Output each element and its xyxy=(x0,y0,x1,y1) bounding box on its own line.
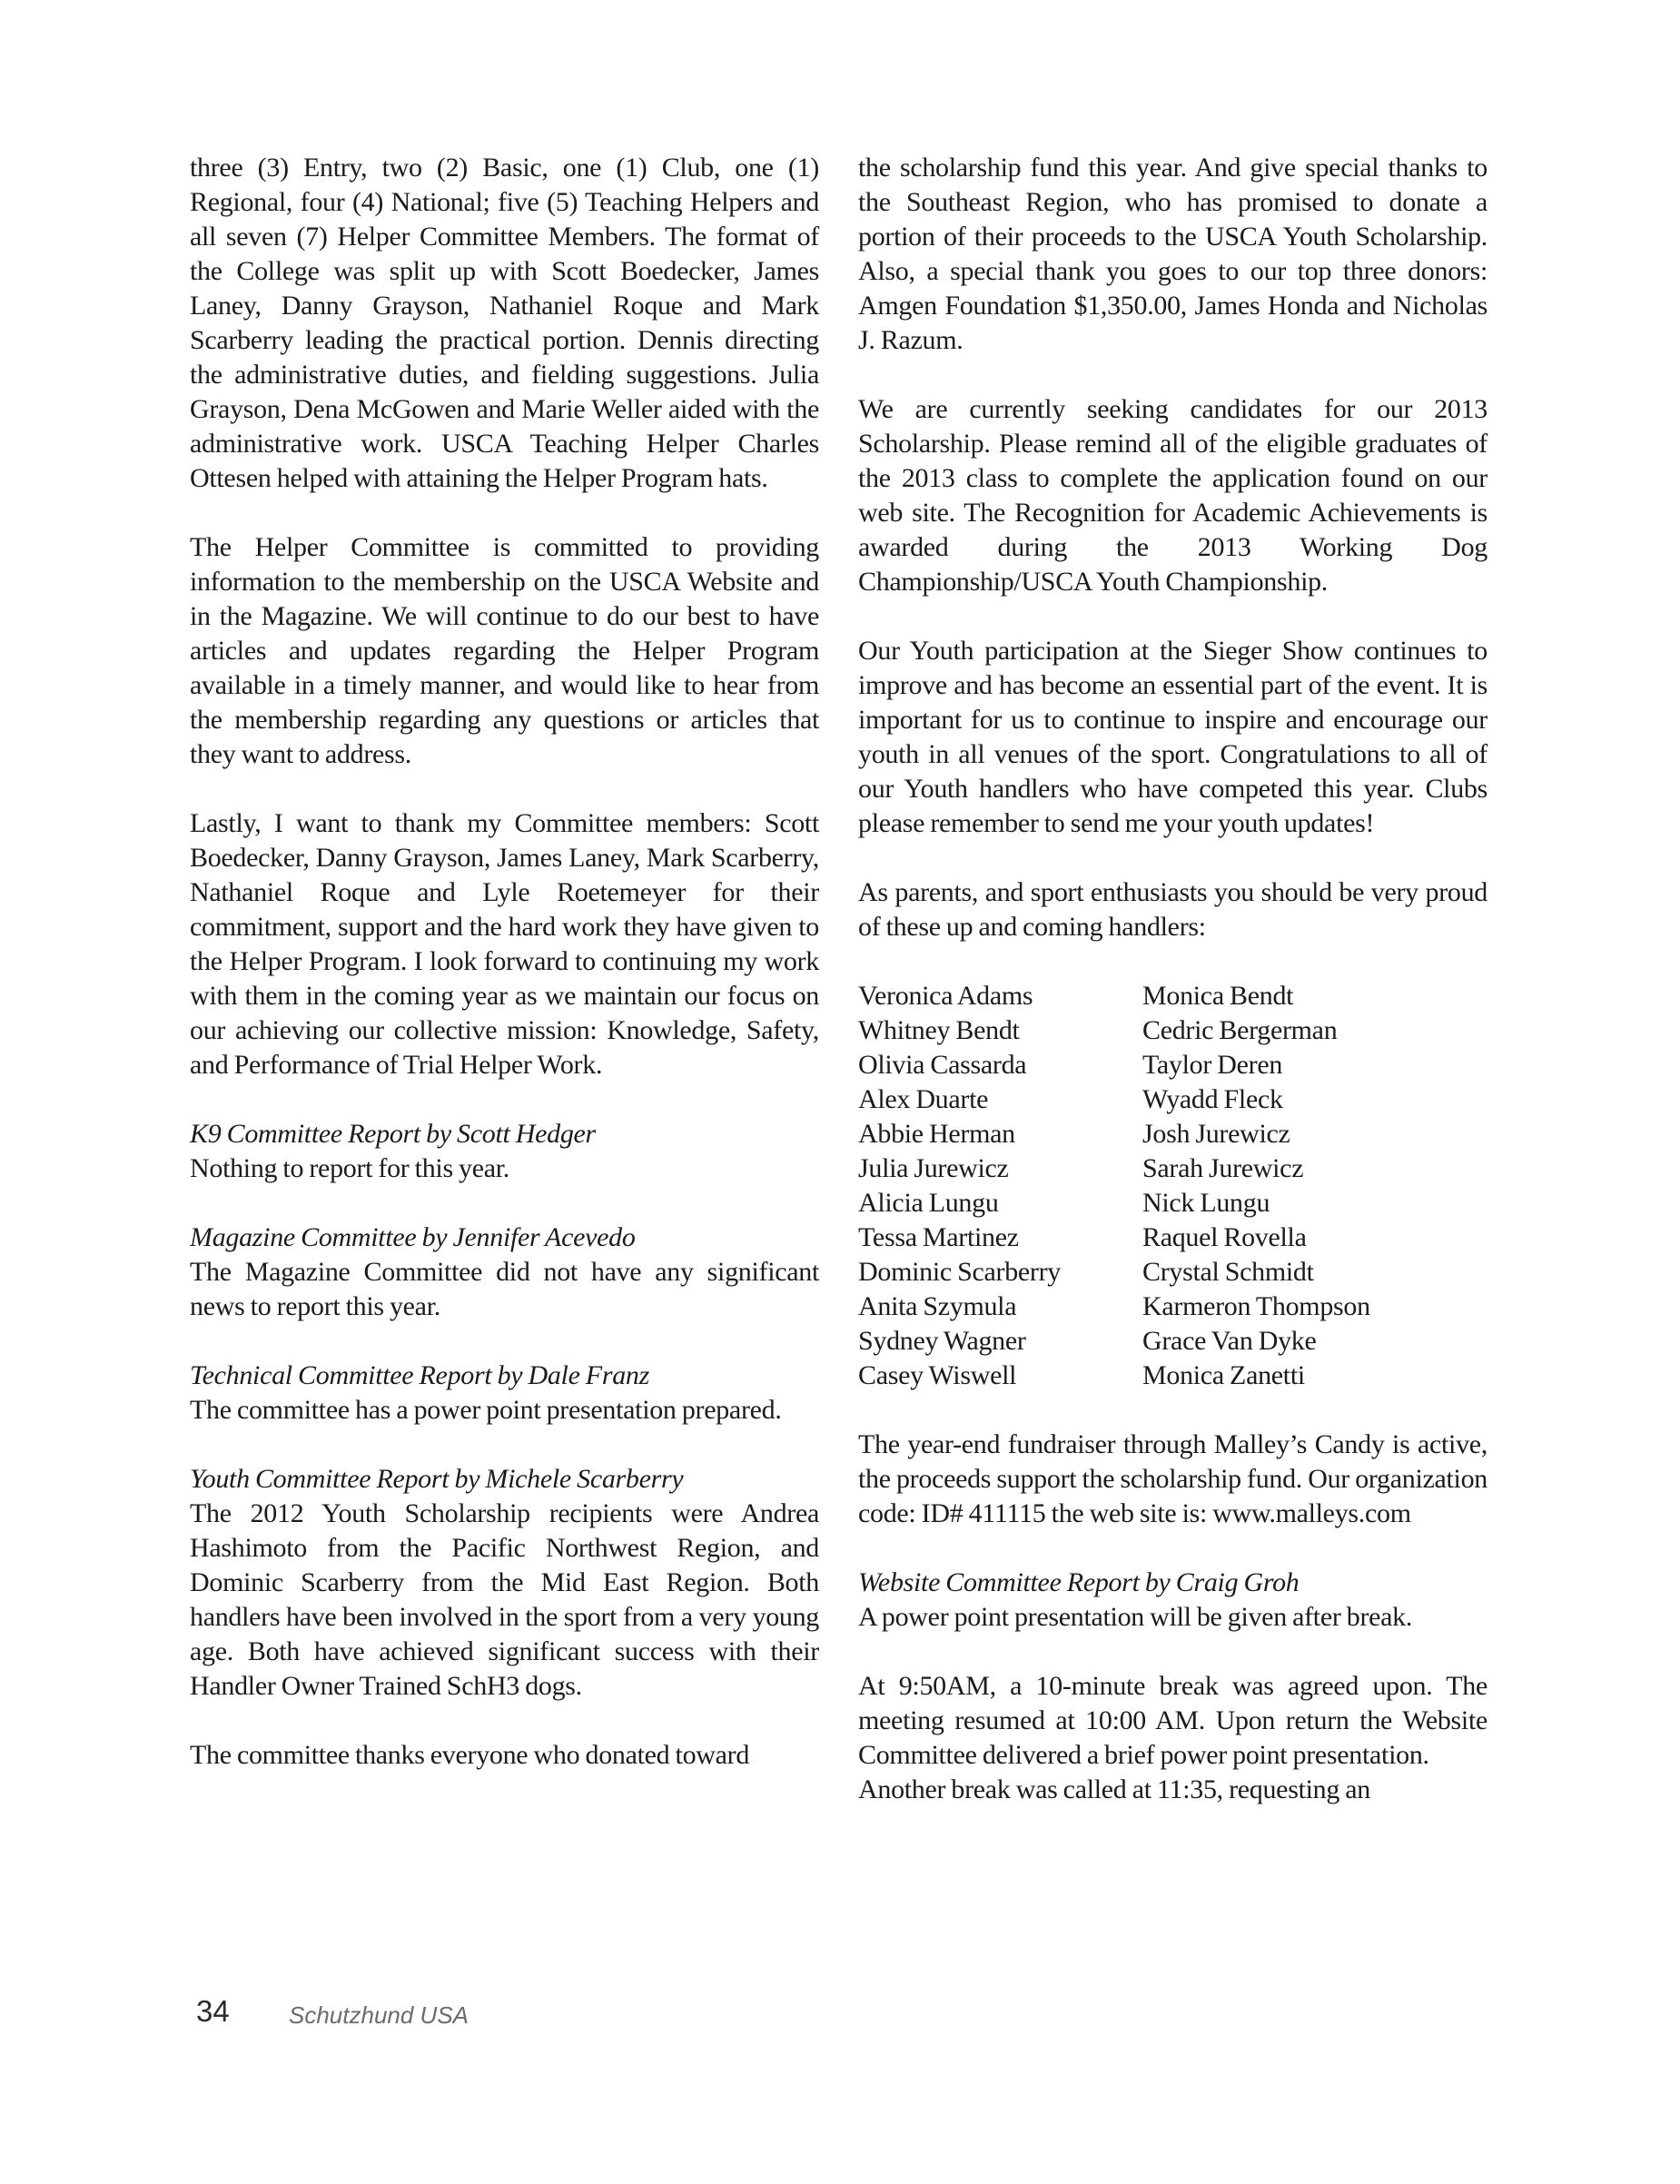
handler-row xyxy=(858,1290,1487,1324)
website-committee-body: A power point presentation will be given after break. xyxy=(858,1602,1413,1632)
handler-row xyxy=(858,1048,1487,1082)
left-column xyxy=(190,151,819,1807)
handler-name: Monica Zanetti xyxy=(1142,1360,1305,1390)
page-number: 34 xyxy=(196,1994,230,2028)
handler-name: Abbie Herman xyxy=(858,1119,1015,1149)
handler-name: Monica Bendt xyxy=(1142,981,1294,1011)
youth-handlers-list xyxy=(858,979,1487,1393)
handler-row xyxy=(858,1324,1487,1359)
handler-name: Raquel Rovella xyxy=(1142,1222,1307,1252)
handler-name: Alex Duarte xyxy=(858,1084,989,1114)
handler-name: Crystal Schmidt xyxy=(1142,1257,1314,1287)
website-committee-heading: Website Committee Report by Craig Groh xyxy=(858,1567,1300,1597)
handler-name: Casey Wiswell xyxy=(858,1360,1017,1390)
magazine-committee-heading: Magazine Committee by Jennifer Acevedo xyxy=(190,1222,636,1252)
parents-intro-paragraph: As parents, and sport enthusiasts you should be very proud of these up and coming handlers: xyxy=(858,877,1487,942)
magazine-name: Schutzhund USA xyxy=(289,2001,469,2029)
handler-row xyxy=(858,979,1487,1013)
scholarship-fund-paragraph: the scholarship fund this year. And give special thanks to the Southeast Region, who has promised to donate a portion of their proceeds to the USCA Youth Scholarship. Also, a special thank you goes to our top three donors: Amgen Foundation $1,350.00, James Honda and Nicholas J. Razum. xyxy=(858,153,1487,355)
handler-name: Wyadd Fleck xyxy=(1142,1084,1283,1114)
handler-row xyxy=(858,1013,1487,1048)
handler-name: Cedric Bergerman xyxy=(1142,1015,1338,1045)
handler-name: Sarah Jurewicz xyxy=(1142,1153,1304,1183)
break-paragraph: At 9:50AM, a 10-minute break was agreed upon. The meeting resumed at 10:00 AM. Upon return the Website Committee delivered a brief power point presentation. xyxy=(858,1671,1487,1770)
donation-thanks-paragraph: The committee thanks everyone who donated toward xyxy=(190,1740,750,1770)
technical-committee-body: The committee has a power point presentation prepared. xyxy=(190,1395,782,1425)
handler-row xyxy=(858,1151,1487,1186)
handler-name: Alicia Lungu xyxy=(858,1188,999,1218)
handler-row xyxy=(858,1220,1487,1255)
seeking-candidates-paragraph: We are currently seeking candidates for our 2013 Scholarship. Please remind all of the eligible graduates of the 2013 class to complete the application found on our web site. The Recognition for Academic Achievements is awarded during the 2013 Working Dog Championship/USCA Youth Championship. xyxy=(858,394,1487,597)
college-report-paragraph: three (3) Entry, two (2) Basic, one (1) Club, one (1) Regional, four (4) National; five (5) Teaching Helpers and all seven (7) Helper Committee Members. The format of the College was split up with Scott Boedecker, James Laney, Danny Grayson, Nathaniel Roque and Mark Scarberry leading the practical portion. Dennis directing the administrative duties, and fielding suggestions. Julia Grayson, Dena McGowen and Marie Weller aided with the administrative work. USCA Teaching Helper Charles Ottesen helped with attaining the Helper Program hats. xyxy=(190,153,819,493)
handler-name: Dominic Scarberry xyxy=(858,1257,1061,1287)
handler-name: Taylor Deren xyxy=(1142,1050,1283,1080)
handler-name: Grace Van Dyke xyxy=(1142,1326,1317,1356)
handler-name: Anita Szymula xyxy=(858,1291,1017,1321)
handler-row xyxy=(858,1359,1487,1393)
handler-name: Sydney Wagner xyxy=(858,1326,1026,1356)
handler-row xyxy=(858,1255,1487,1290)
handler-name: Julia Jurewicz xyxy=(858,1153,1009,1183)
handler-name: Olivia Cassarda xyxy=(858,1050,1027,1080)
k9-committee-heading: K9 Committee Report by Scott Hedger xyxy=(190,1119,596,1149)
k9-committee-body: Nothing to report for this year. xyxy=(190,1153,509,1183)
handler-row xyxy=(858,1186,1487,1220)
right-column xyxy=(858,151,1487,1807)
sieger-show-paragraph: Our Youth participation at the Sieger Show continues to improve and has become an essential part of the event. It is important for us to continue to inspire and encourage our youth in all venues of the sport. Congratulations to all of our Youth handlers who have competed this year. Clubs please remember to send me your youth updates! xyxy=(858,636,1487,838)
handler-name: Nick Lungu xyxy=(1142,1188,1270,1218)
committee-thanks-paragraph: Lastly, I want to thank my Committee members: Scott Boedecker, Danny Grayson, James Laney, Mark Scarberry, Nathaniel Roque and Lyle Roetemeyer for their commitment, support and the hard work they have given to the Helper Program. I look forward to continuing my work with them in the coming year as we maintain our focus on our achieving our collective mission: Knowledge, Safety, and Performance of Trial Helper Work. xyxy=(190,808,819,1080)
fundraiser-paragraph: The year-end fundraiser through Malley’s Candy is active, the proceeds support the scholarship fund. Our organization code: ID# 411115 the web site is: www.malleys.com xyxy=(858,1429,1487,1528)
handler-row xyxy=(858,1117,1487,1151)
helper-committee-paragraph: The Helper Committee is committed to providing information to the membership on the USCA Website and in the Magazine. We will continue to do our best to have articles and updates regarding the Helper Program available in a timely manner, and would like to hear from the membership regarding any questions or articles that they want to address. xyxy=(190,532,819,769)
handler-name: Whitney Bendt xyxy=(858,1015,1020,1045)
handler-name: Karmeron Thompson xyxy=(1142,1291,1370,1321)
handler-name: Tessa Martinez xyxy=(858,1222,1019,1252)
handler-name: Josh Jurewicz xyxy=(1142,1119,1290,1149)
technical-committee-heading: Technical Committee Report by Dale Franz xyxy=(190,1360,649,1390)
handler-name: Veronica Adams xyxy=(858,981,1033,1011)
handler-row xyxy=(858,1082,1487,1117)
youth-committee-heading: Youth Committee Report by Michele Scarberry xyxy=(190,1464,684,1494)
youth-committee-body: The 2012 Youth Scholarship recipients were Andrea Hashimoto from the Pacific Northwest Region, and Dominic Scarberry from the Mid East Region. Both handlers have been involved in the sport from a very young age. Both have achieved significant success with their Handler Owner Trained SchH3 dogs. xyxy=(190,1498,819,1701)
magazine-committee-body: The Magazine Committee did not have any significant news to report this year. xyxy=(190,1257,819,1321)
second-break-paragraph: Another break was called at 11:35, requesting an xyxy=(858,1774,1370,1804)
